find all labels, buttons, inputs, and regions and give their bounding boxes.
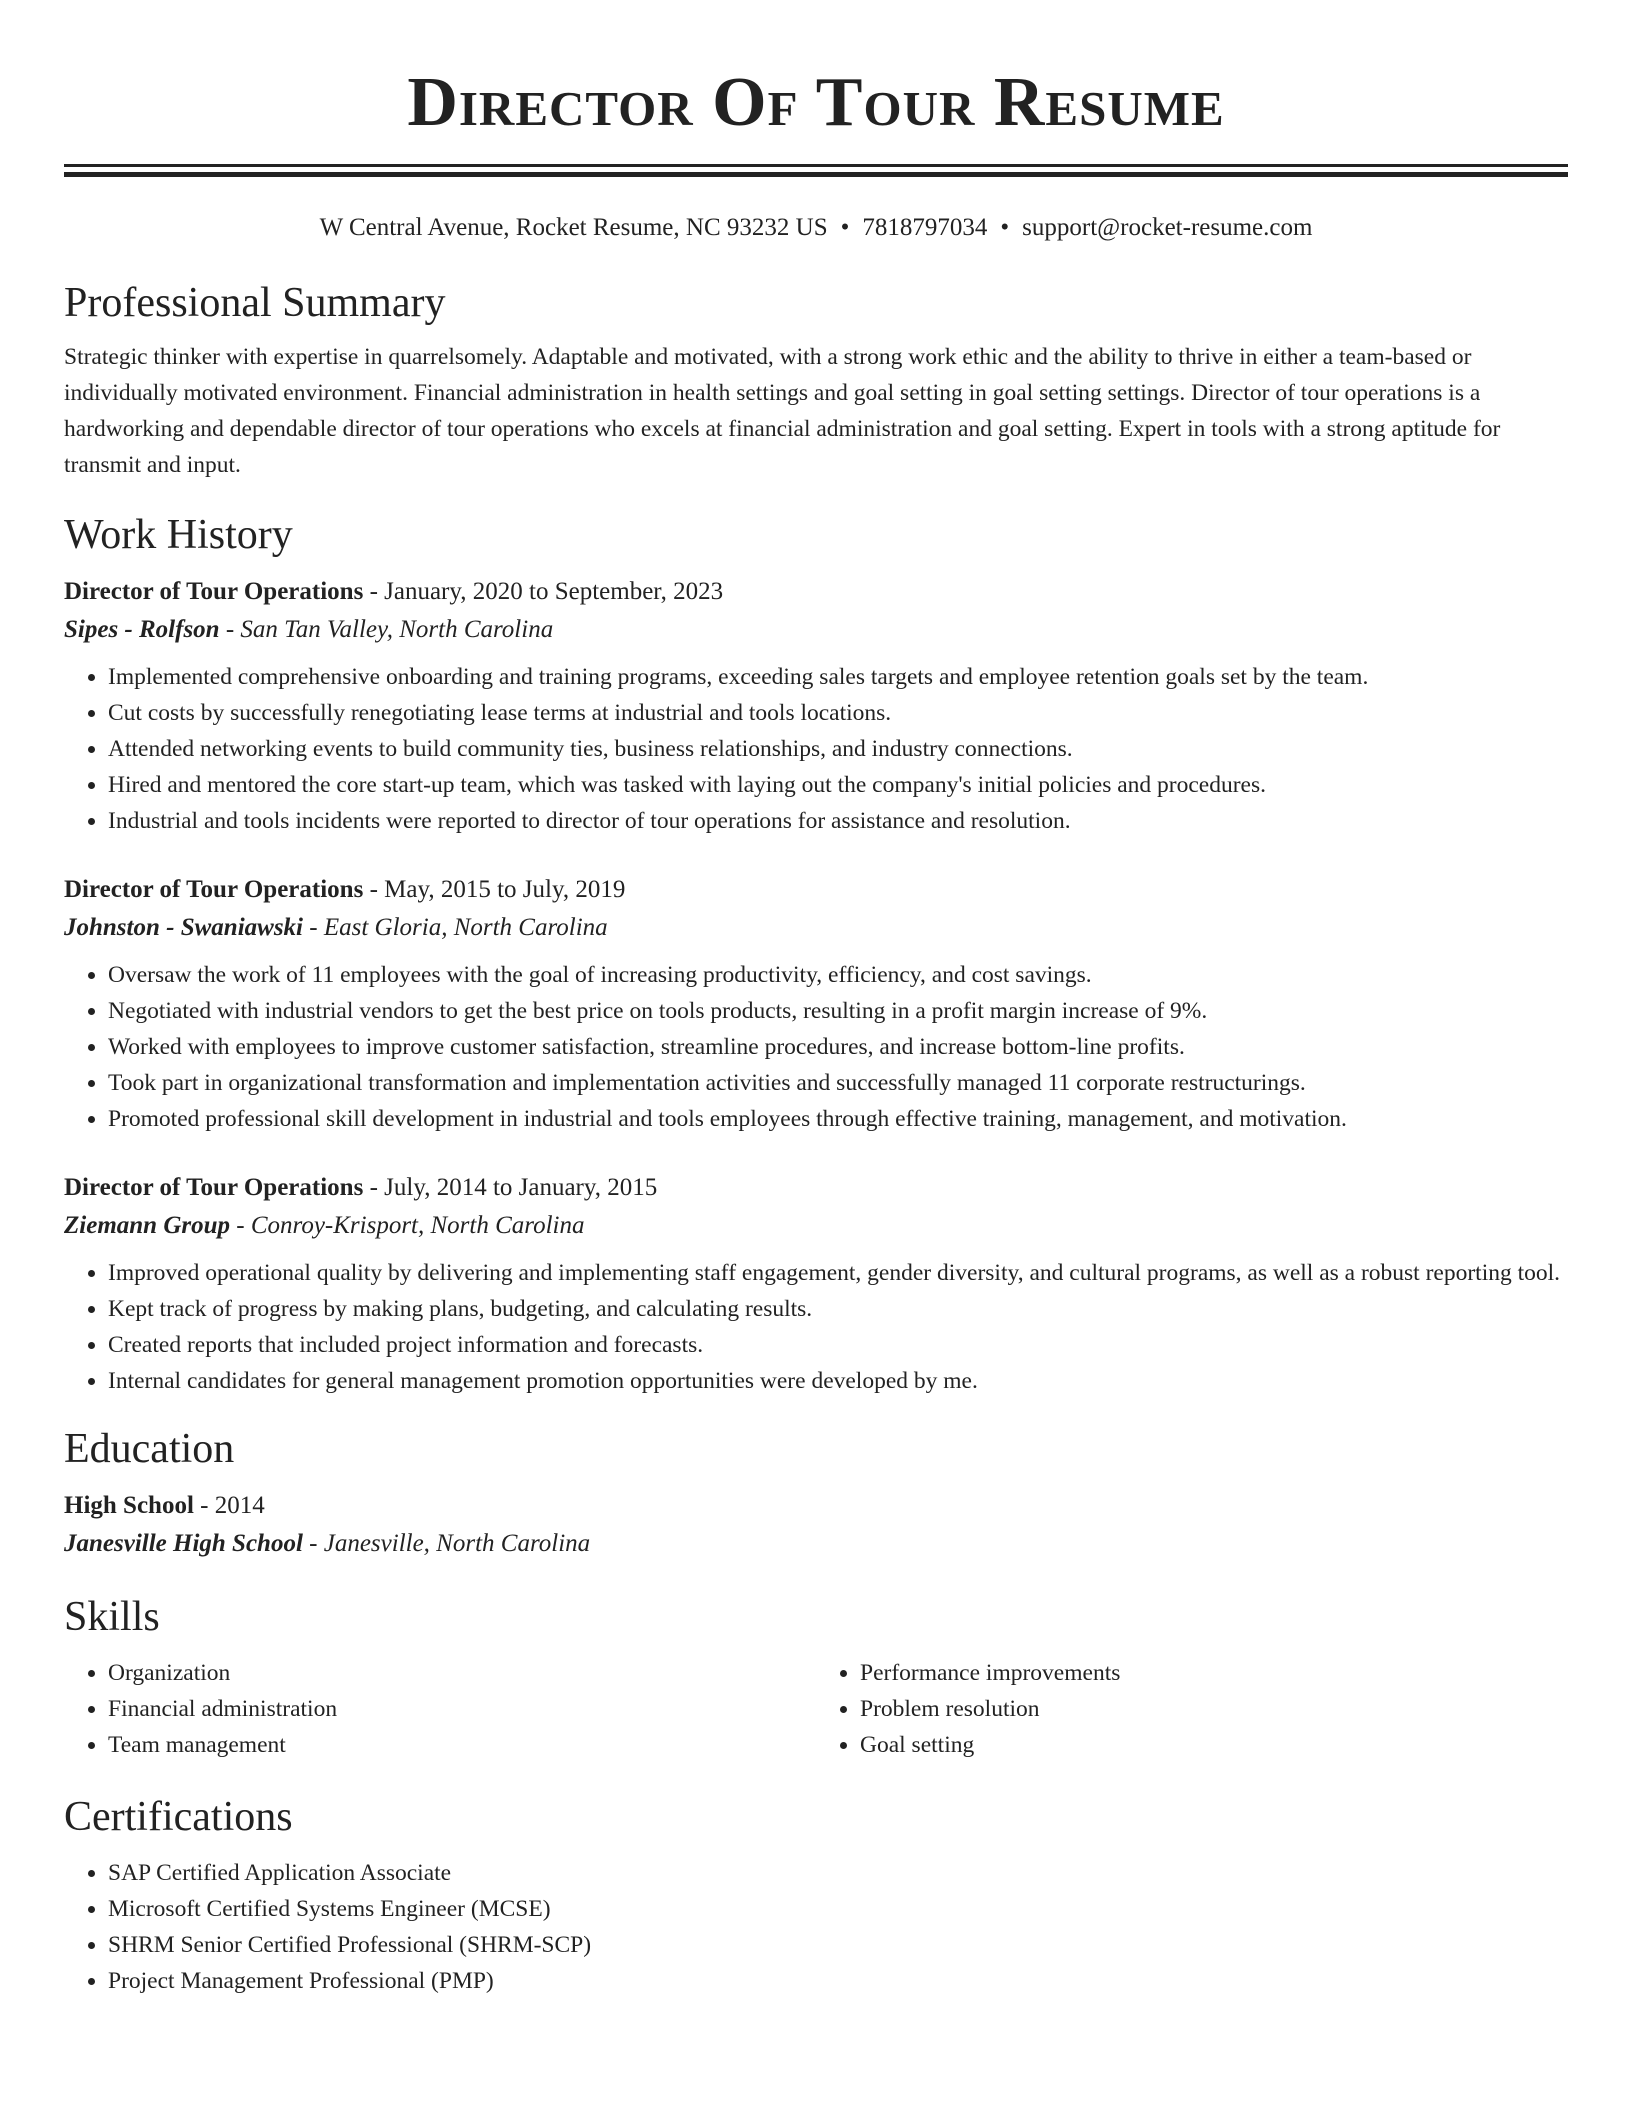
education-heading: Education [64, 1426, 235, 1472]
summary-section [64, 275, 1568, 483]
job-title-line [64, 871, 1568, 909]
education-degree: High School [64, 1492, 194, 1519]
skill-item: • Goal setting [860, 1727, 1568, 1763]
skills-section [64, 1589, 1568, 1763]
job-dates: - July, 2014 to January, 2015 [363, 1174, 658, 1201]
education-section [64, 1421, 1568, 1563]
title-divider-thin [64, 164, 1568, 167]
job-title-line [64, 573, 1568, 611]
job-bullet: • Took part in organizational transformation and implementation activities and successfully managed 11 corporate restructurings. [108, 1065, 1568, 1101]
job-bullet: • Implemented comprehensive onboarding and training programs, exceeding sales targets and employee retention goals set by the team. [108, 659, 1568, 695]
job-bullet: • Cut costs by successfully renegotiating lease terms at industrial and tools locations. [108, 695, 1568, 731]
work-history-section [64, 507, 1568, 1399]
job-bullet: • Attended networking events to build community ties, business relationships, and industry connections. [108, 731, 1568, 767]
job-location: - East Gloria, North Carolina [303, 914, 608, 941]
job-bullet: • Industrial and tools incidents were reported to director of tour operations for assistance and resolution. [108, 803, 1568, 839]
job-bullet: • Worked with employees to improve customer satisfaction, streamline procedures, and increase bottom-line profits. [108, 1029, 1568, 1065]
certification-item: • Project Management Professional (PMP) [108, 1963, 1568, 1999]
job-bullets [64, 957, 1568, 1137]
job-dates: - May, 2015 to July, 2019 [363, 876, 626, 903]
title-divider-thick [64, 172, 1568, 177]
skill-item: • Financial administration [108, 1691, 816, 1727]
skill-item: • Performance improvements [860, 1655, 1568, 1691]
contact-phone: 7818797034 [862, 214, 988, 241]
job-dates: - January, 2020 to September, 2023 [363, 578, 724, 605]
job-bullet: • Hired and mentored the core start-up team, which was tasked with laying out the company's initial policies and procedures. [108, 767, 1568, 803]
job-bullet: • Created reports that included project information and forecasts. [108, 1327, 1568, 1363]
skills-list-left [64, 1655, 816, 1763]
contact-separator: • [1000, 214, 1010, 241]
skill-item: • Problem resolution [860, 1691, 1568, 1727]
job-title: Director of Tour Operations [64, 1174, 364, 1201]
job-title-line [64, 1169, 1568, 1207]
skills-heading: Skills [64, 1594, 160, 1640]
summary-text: Strategic thinker with expertise in quarrelsomely. Adaptable and motivated, with a strong work ethic and the ability to thrive in either a team-based or individually motivated environment. Financial administration in health settings and goal setting in goal setting settings. Director of tour operations is a hardworking and dependable director of tour operations who excels at financial administration and goal setting. Expert in tools with a strong aptitude for transmit and input. [64, 344, 1501, 478]
job-company-line [64, 909, 1568, 947]
job-entry [64, 871, 1568, 1137]
skill-item: • Team management [108, 1727, 816, 1763]
job-company: Sipes - Rolfson [64, 616, 220, 643]
job-bullets [64, 659, 1568, 839]
certifications-section [64, 1789, 1568, 1999]
job-bullet: • Improved operational quality by delivering and implementing staff engagement, gender diversity, and cultural programs, as well as a robust reporting tool. [108, 1255, 1568, 1291]
resume-title: Director Of Tour Resume [407, 64, 1225, 141]
skills-list-right [816, 1655, 1568, 1763]
job-location: - Conroy-Krisport, North Carolina [230, 1212, 585, 1239]
job-company: Ziemann Group [64, 1212, 231, 1239]
certification-item: • SAP Certified Application Associate [108, 1855, 1568, 1891]
contact-email[interactable]: support@rocket-resume.com [1022, 214, 1313, 241]
job-bullet: • Internal candidates for general management promotion opportunities were developed by me. [108, 1363, 1568, 1399]
certifications-list [64, 1855, 1568, 1999]
job-location: - San Tan Valley, North Carolina [219, 616, 554, 643]
work-history-heading: Work History [64, 512, 293, 558]
education-location: - Janesville, North Carolina [302, 1530, 591, 1557]
job-entry [64, 573, 1568, 839]
job-company: Johnston - Swaniawski [64, 914, 303, 941]
contact-separator: • [840, 214, 850, 241]
skills-columns [64, 1655, 1568, 1763]
summary-heading: Professional Summary [64, 280, 446, 326]
certifications-heading: Certifications [64, 1794, 293, 1840]
skill-item: • Organization [108, 1655, 816, 1691]
job-bullet: • Oversaw the work of 11 employees with the goal of increasing productivity, efficiency, and cost savings. [108, 957, 1568, 993]
contact-line [64, 211, 1568, 245]
education-school-line [64, 1525, 1568, 1563]
job-entry [64, 1169, 1568, 1399]
job-title: Director of Tour Operations [64, 578, 364, 605]
education-school: Janesville High School [64, 1530, 303, 1557]
certification-item: • Microsoft Certified Systems Engineer (MCSE) [108, 1891, 1568, 1927]
job-title: Director of Tour Operations [64, 876, 364, 903]
education-degree-line [64, 1487, 1568, 1525]
resume-page [64, 0, 1568, 1999]
job-bullet: • Kept track of progress by making plans, budgeting, and calculating results. [108, 1291, 1568, 1327]
job-bullet: • Promoted professional skill development in industrial and tools employees through effective training, management, and motivation. [108, 1101, 1568, 1137]
job-bullets [64, 1255, 1568, 1399]
job-company-line [64, 611, 1568, 649]
contact-address: W Central Avenue, Rocket Resume, NC 93232 US [319, 214, 828, 241]
certification-item: • SHRM Senior Certified Professional (SHRM-SCP) [108, 1927, 1568, 1963]
job-company-line [64, 1207, 1568, 1245]
job-bullet: • Negotiated with industrial vendors to get the best price on tools products, resulting in a profit margin increase of 9%. [108, 993, 1568, 1029]
education-year: - 2014 [193, 1492, 265, 1519]
